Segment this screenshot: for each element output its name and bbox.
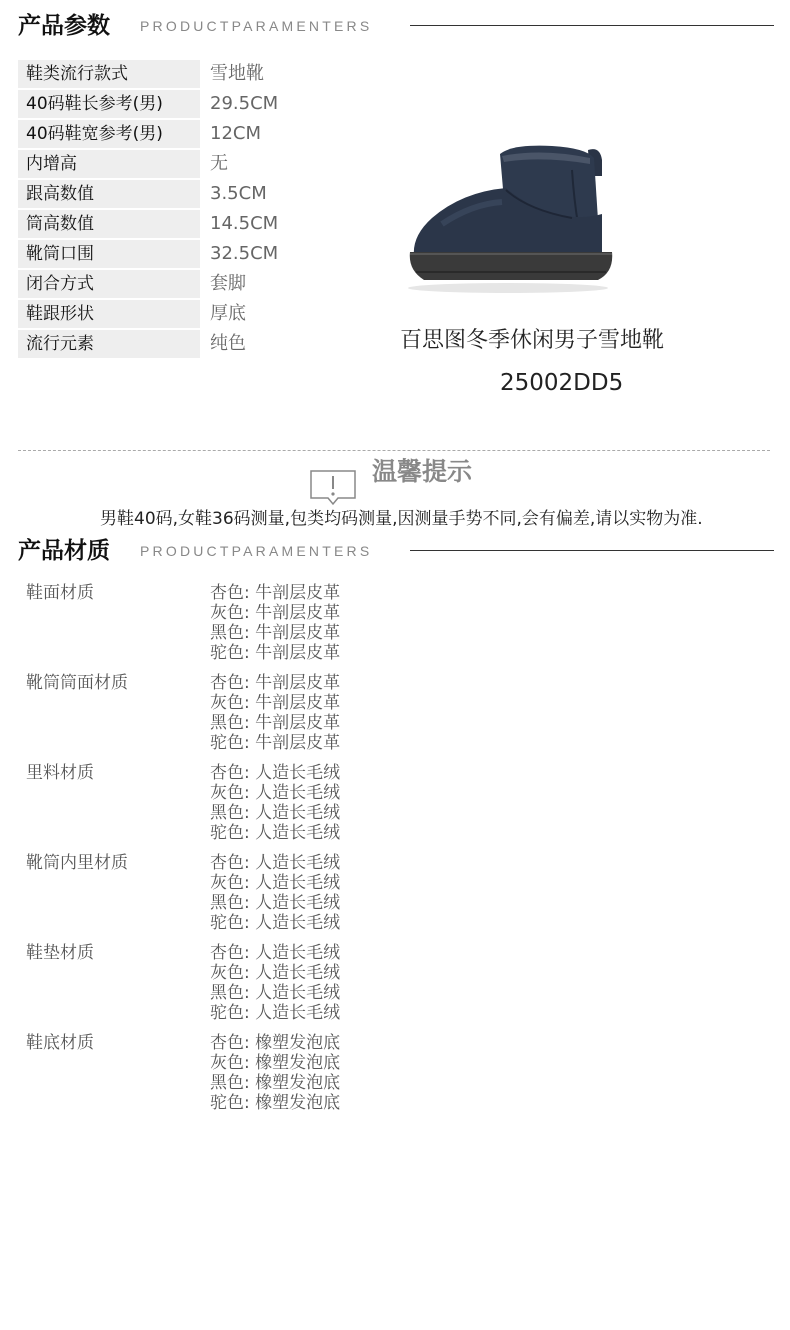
param-value: 12CM: [210, 123, 262, 144]
material-value: 驼色: 牛剖层皮革: [210, 643, 341, 663]
notice-title: 温馨提示: [372, 457, 473, 486]
dashed-divider: [18, 450, 770, 451]
param-value: 3.5CM: [210, 183, 267, 204]
param-label: 跟高数值: [18, 180, 200, 208]
param-label: 内增高: [18, 150, 200, 178]
param-label: 流行元素: [18, 330, 200, 358]
material-value: 灰色: 牛剖层皮革: [210, 603, 341, 623]
param-label: 40码鞋宽参考(男): [18, 120, 200, 148]
material-value: 驼色: 人造长毛绒: [210, 1003, 341, 1023]
section-subtitle-params: PRODUCTPARAMENTERS: [140, 18, 373, 34]
notice-text: 男鞋40码,女鞋36码测量,包类均码测量,因测量手势不同,会有偏差,请以实物为准.: [100, 509, 703, 529]
material-value: 杏色: 人造长毛绒: [210, 943, 341, 963]
material-value: 驼色: 人造长毛绒: [210, 913, 341, 933]
param-value: 纯色: [210, 333, 246, 354]
material-value: 杏色: 牛剖层皮革: [210, 673, 341, 693]
section-subtitle-materials: PRODUCTPARAMENTERS: [140, 543, 373, 559]
param-value: 套脚: [210, 273, 246, 294]
material-value: 杏色: 橡塑发泡底: [210, 1033, 341, 1053]
material-label: 靴筒筒面材质: [26, 673, 128, 693]
param-value: 无: [210, 153, 228, 174]
param-value: 32.5CM: [210, 243, 279, 264]
param-label: 靴筒口围: [18, 240, 200, 268]
param-value: 14.5CM: [210, 213, 279, 234]
param-value: 厚底: [210, 303, 246, 324]
material-value: 杏色: 人造长毛绒: [210, 853, 341, 873]
material-label: 鞋底材质: [26, 1033, 94, 1053]
material-value: 杏色: 人造长毛绒: [210, 763, 341, 783]
param-label: 40码鞋长参考(男): [18, 90, 200, 118]
material-value: 杏色: 牛剖层皮革: [210, 583, 341, 603]
material-label: 鞋面材质: [26, 583, 94, 603]
param-label: 鞋类流行款式: [18, 60, 200, 88]
material-value: 灰色: 橡塑发泡底: [210, 1053, 341, 1073]
product-boot-image: [402, 140, 616, 296]
param-value: 雪地靴: [210, 63, 264, 84]
material-value: 黑色: 人造长毛绒: [210, 803, 341, 823]
product-code: 25002DD5: [500, 370, 624, 396]
material-label: 鞋垫材质: [26, 943, 94, 963]
material-value: 黑色: 橡塑发泡底: [210, 1073, 341, 1093]
material-value: 黑色: 人造长毛绒: [210, 983, 341, 1003]
material-value: 驼色: 人造长毛绒: [210, 823, 341, 843]
material-value: 驼色: 橡塑发泡底: [210, 1093, 341, 1113]
material-value: 黑色: 牛剖层皮革: [210, 623, 341, 643]
material-value: 黑色: 牛剖层皮革: [210, 713, 341, 733]
material-value: 灰色: 牛剖层皮革: [210, 693, 341, 713]
material-value: 黑色: 人造长毛绒: [210, 893, 341, 913]
exclamation-bubble-icon: [310, 470, 356, 506]
material-value: 灰色: 人造长毛绒: [210, 963, 341, 983]
material-label: 靴筒内里材质: [26, 853, 128, 873]
section-title-materials: 产品材质: [18, 538, 110, 564]
material-value: 驼色: 牛剖层皮革: [210, 733, 341, 753]
material-value: 灰色: 人造长毛绒: [210, 783, 341, 803]
material-label: 里料材质: [26, 763, 94, 783]
param-label: 鞋跟形状: [18, 300, 200, 328]
section-divider-line: [410, 550, 774, 551]
param-label: 筒高数值: [18, 210, 200, 238]
section-divider-line: [410, 25, 774, 26]
param-label: 闭合方式: [18, 270, 200, 298]
material-value: 灰色: 人造长毛绒: [210, 873, 341, 893]
param-value: 29.5CM: [210, 93, 279, 114]
product-name: 百思图冬季休闲男子雪地靴: [400, 328, 665, 353]
section-title-params: 产品参数: [18, 13, 110, 39]
